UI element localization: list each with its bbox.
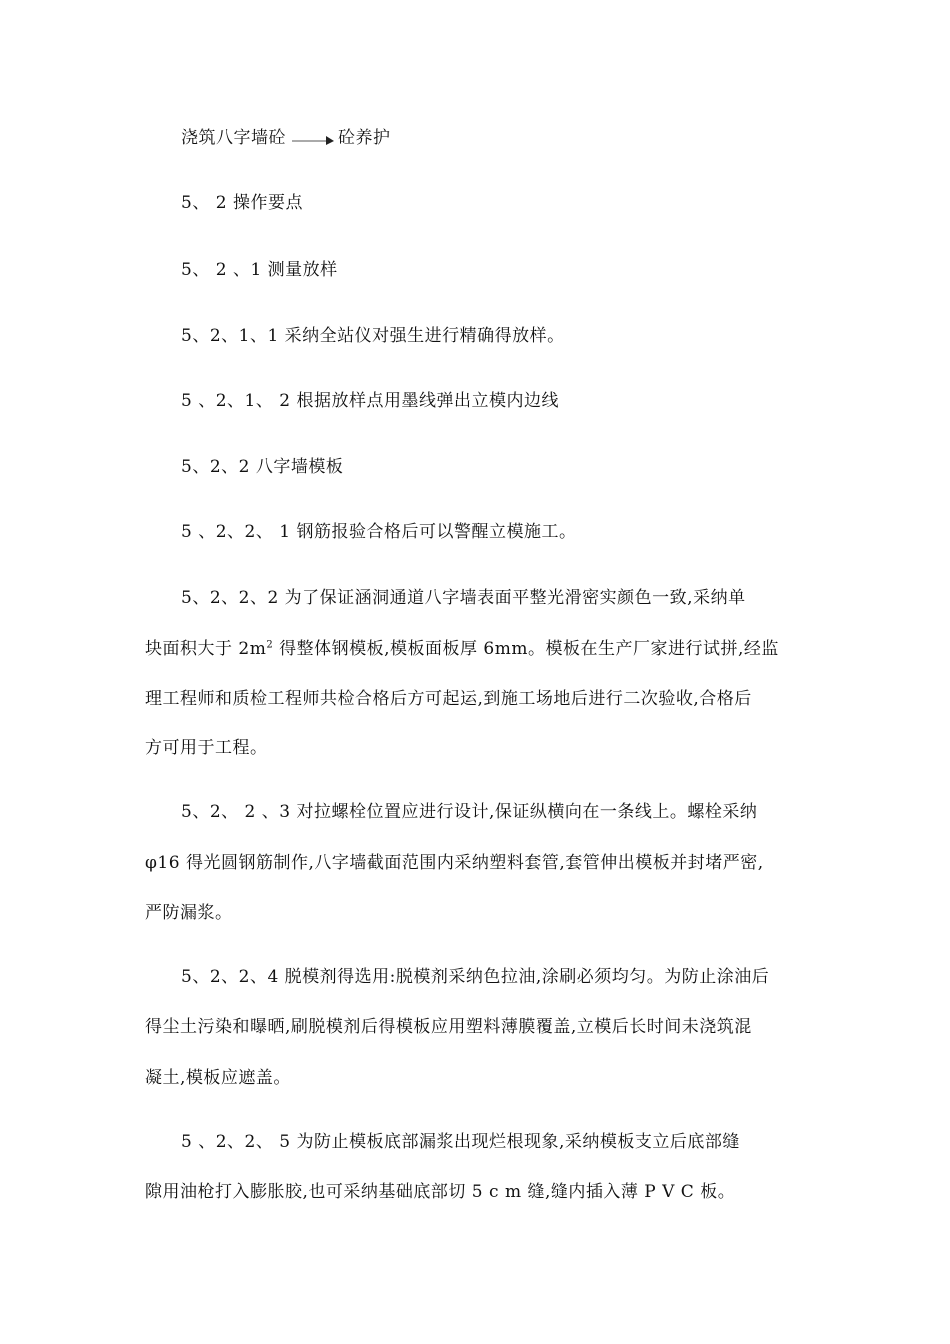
flow-line (181, 126, 391, 150)
paragraph-5223-line2: φ16 得光圆钢筋制作,八字墙截面范围内采纳塑料套管,套管伸出模板并封堵严密, (145, 853, 764, 873)
paragraph-5223-line3: 严防漏浆。 (145, 903, 233, 923)
superscript: 2 (266, 639, 274, 651)
text-span: 块面积大于 2m (145, 639, 267, 659)
paragraph-5224-line1: 5、2、2、4 脱模剂得选用:脱模剂采纳色拉油,涂刷必须均匀。为防止涂油后 (181, 967, 770, 987)
paragraph-5212: 5 、2、1、 2 根据放样点用墨线弹出立模内边线 (181, 391, 559, 411)
paragraph-5222-line2 (145, 637, 779, 661)
paragraph-5223-line1: 5、2、 2 、3 对拉螺栓位置应进行设计,保证纵横向在一条线上。螺栓采纳 (181, 802, 758, 822)
section-heading: 5、 2 操作要点 (181, 193, 303, 213)
subsection-heading-survey: 5、 2 、1 测量放样 (181, 260, 338, 280)
paragraph-5211: 5、2、1、1 采纳全站仪对强生进行精确得放样。 (181, 326, 565, 346)
text-span: 得整体钢模板,模板面板厚 6mm。模板在生产厂家进行试拼,经监 (273, 639, 779, 659)
paragraph-5225-line2: 隙用油枪打入膨胀胶,也可采纳基础底部切 5 c m 缝,缝内插入薄 P V C 板。 (145, 1182, 736, 1202)
paragraph-5221: 5 、2、2、 1 钢筋报验合格后可以警醒立模施工。 (181, 522, 577, 542)
flow-arrow-icon (292, 132, 336, 146)
paragraph-5222-line3: 理工程师和质检工程师共检合格后方可起运,到施工场地后进行二次验收,合格后 (145, 689, 752, 709)
paragraph-5222-line1: 5、2、2、2 为了保证涵洞通道八字墙表面平整光滑密实颜色一致,采纳单 (181, 588, 746, 608)
paragraph-5224-line2: 得尘土污染和曝晒,刷脱模剂后得模板应用塑料薄膜覆盖,立模后长时间未浇筑混 (145, 1017, 752, 1037)
paragraph-5225-line1: 5 、2、2、 5 为防止模板底部漏浆出现烂根现象,采纳模板支立后底部缝 (181, 1132, 740, 1152)
flow-step-cure: 砼养护 (338, 128, 391, 148)
paragraph-5224-line3: 凝土,模板应遮盖。 (145, 1068, 291, 1088)
flow-step-pour: 浇筑八字墙砼 (181, 128, 286, 148)
paragraph-5222-line4: 方可用于工程。 (145, 738, 268, 758)
subsection-heading-formwork: 5、2、2 八字墙模板 (181, 457, 344, 477)
